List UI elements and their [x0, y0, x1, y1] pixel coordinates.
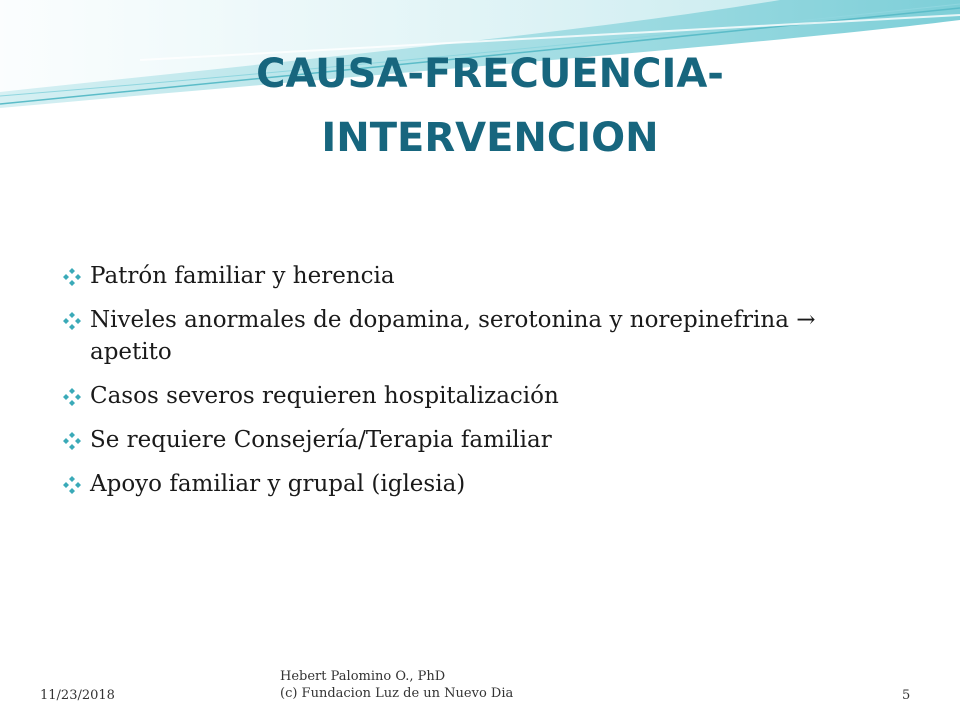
bullet-item: [62, 260, 862, 292]
title-line-1: CAUSA-FRECUENCIA-: [256, 51, 724, 97]
four-diamond-bullet-icon: [62, 387, 82, 407]
footer-date: 11/23/2018: [40, 688, 115, 703]
title-line-2: INTERVENCION: [321, 115, 659, 161]
page-number: 5: [902, 688, 911, 703]
bullet-list: [62, 260, 862, 512]
four-diamond-bullet-icon: [62, 311, 82, 331]
bullet-text: Se requiere Consejería/Terapia familiar: [90, 427, 552, 453]
bullet-item: [62, 380, 862, 412]
bullet-text: Apoyo familiar y grupal (iglesia): [90, 471, 466, 497]
four-diamond-bullet-icon: [62, 431, 82, 451]
four-diamond-bullet-icon: [62, 267, 82, 287]
bullet-item: [62, 304, 862, 368]
four-diamond-bullet-icon: [62, 475, 82, 495]
bullet-text: Casos severos requieren hospitalización: [90, 383, 559, 409]
bullet-item: [62, 468, 862, 500]
footer-author: [280, 668, 513, 702]
footer-author-line-1: Hebert Palomino O., PhD: [280, 669, 446, 684]
bullet-item: [62, 424, 862, 456]
footer-author-line-2: (c) Fundacion Luz de un Nuevo Dia: [280, 686, 514, 701]
bullet-text: Niveles anormales de dopamina, serotonina y norepinefrina → apetito: [90, 307, 816, 365]
bullet-text: Patrón familiar y herencia: [90, 263, 395, 289]
slide-title: [130, 42, 850, 170]
